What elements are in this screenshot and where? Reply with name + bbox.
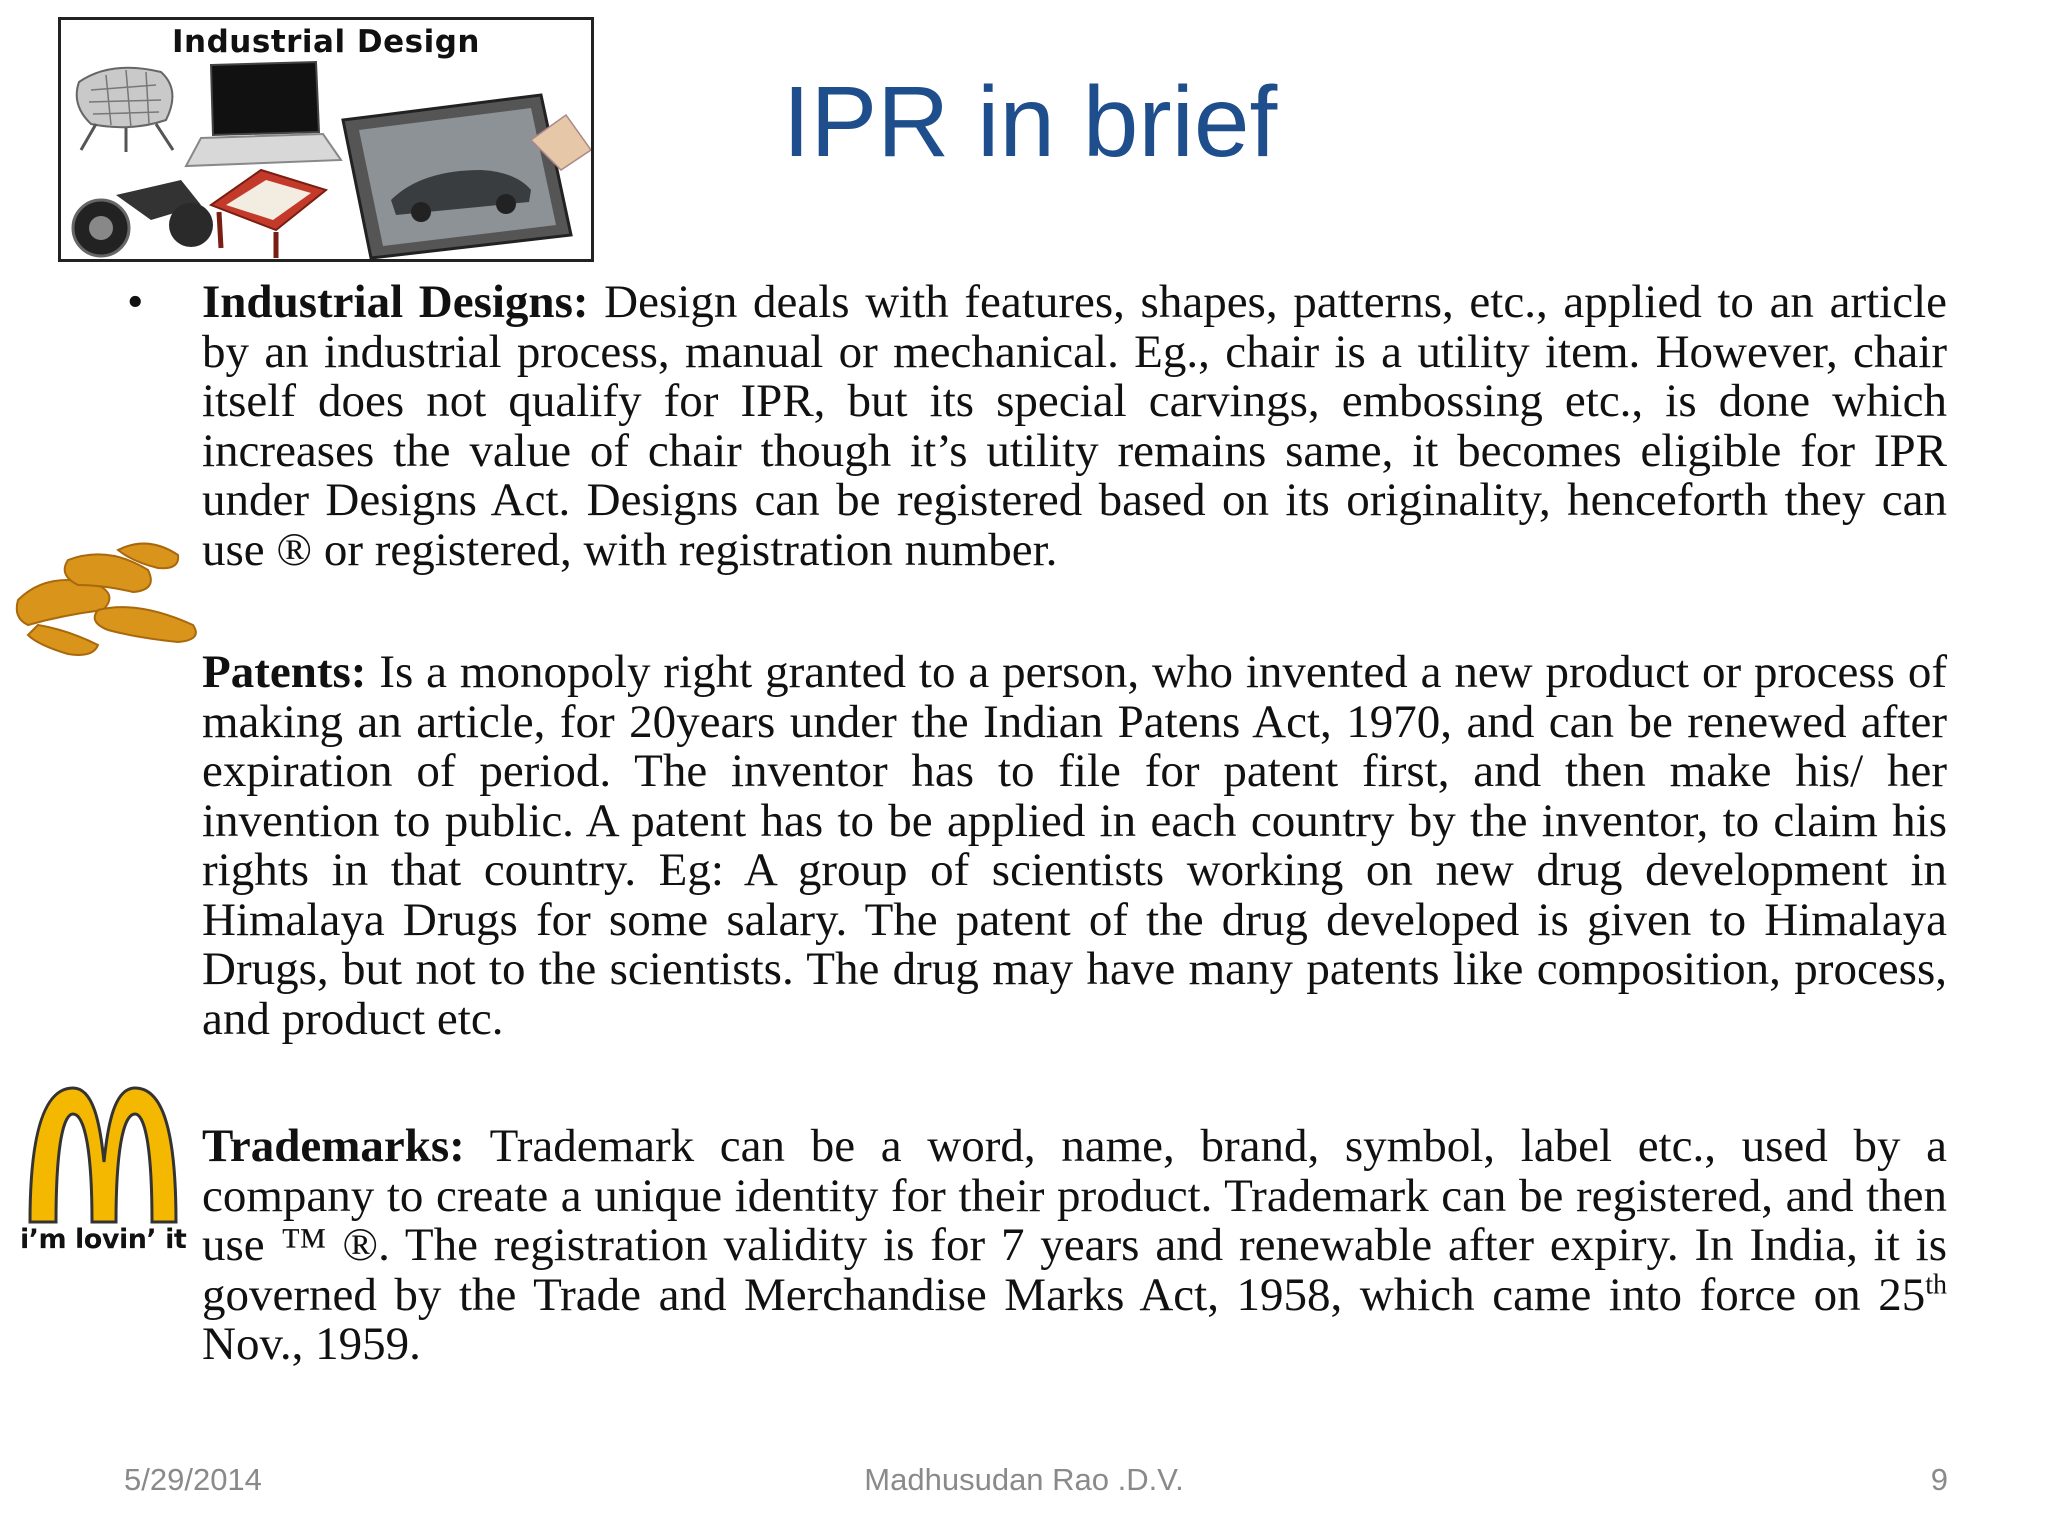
mcdonalds-logo: [18, 1082, 190, 1272]
industrial-designs-text: Design deals with features, shapes, patterns, etc., applied to an article by an industrial process, manual or mechanical. Eg., chair is a utility item. However, chair itself does not qualify for IPR, but its special carvings, embossing etc., is done which increases the value of chair though it’s utility remains same, it becomes eligible for IPR under Designs Act. Designs can be registered based on its originality, henceforth they can use ® or registered, with registration number.: [202, 276, 1947, 576]
turmeric-image: [8, 530, 208, 660]
image-caption: Industrial Design: [172, 24, 480, 60]
trademarks-paragraph: [202, 1122, 1947, 1370]
footer-date: 5/29/2014: [124, 1462, 262, 1497]
logo-tagline: i’m lovin’ it: [20, 1224, 187, 1255]
trademarks-text-end: Nov., 1959.: [202, 1318, 421, 1370]
industrial-designs-heading: Industrial Designs:: [202, 276, 589, 328]
footer-author: Madhusudan Rao .D.V.: [864, 1462, 1184, 1497]
trademarks-text: Trademark can be a word, name, brand, symbol, label etc., used by a company to create a unique identity for their product. Trademark can be registered, and then use ™ ®. The registration validity is for 7 years and renewable after expiry. In India, it is governed by the Trade and Merchandise Marks Act, 1958, which came into force on 25: [202, 1120, 1947, 1321]
slide-title: IPR in brief: [782, 66, 1278, 178]
laptop-icon: [186, 62, 341, 166]
wire-chair-icon: [77, 68, 173, 152]
trademarks-heading: Trademarks:: [202, 1120, 465, 1172]
bullet: •: [127, 276, 144, 328]
red-seat-icon: [211, 170, 326, 258]
golden-arches-icon: [18, 1082, 190, 1227]
patents-text: Is a monopoly right granted to a person, who invented a new product or process of making an article, for 20years under the Indian Patens Act, 1970, and can be renewed after expiration of period. The inventor has to file for patent first, and then make his/ her invention to public. A patent has to be applied in each country by the inventor, to claim his rights in that country. Eg: A group of scientists working on new drug development in Himalaya Drugs for some salary. The patent of the drug developed is given to Himalaya Drugs, but not to the scientists. The drug may have many patents like composition, process, and product etc.: [202, 646, 1947, 1045]
industrial-designs-paragraph: [127, 276, 1947, 576]
drawing-tablet-icon: [343, 95, 591, 258]
patents-heading: Patents:: [202, 646, 367, 698]
ordinal-superscript: th: [1925, 1268, 1947, 1300]
industrial-design-image: [58, 17, 594, 262]
patents-paragraph: [202, 648, 1947, 1044]
motorcycle-icon: [73, 180, 213, 256]
slide-content: [127, 276, 1947, 1370]
page-number: 9: [1930, 1462, 1948, 1497]
